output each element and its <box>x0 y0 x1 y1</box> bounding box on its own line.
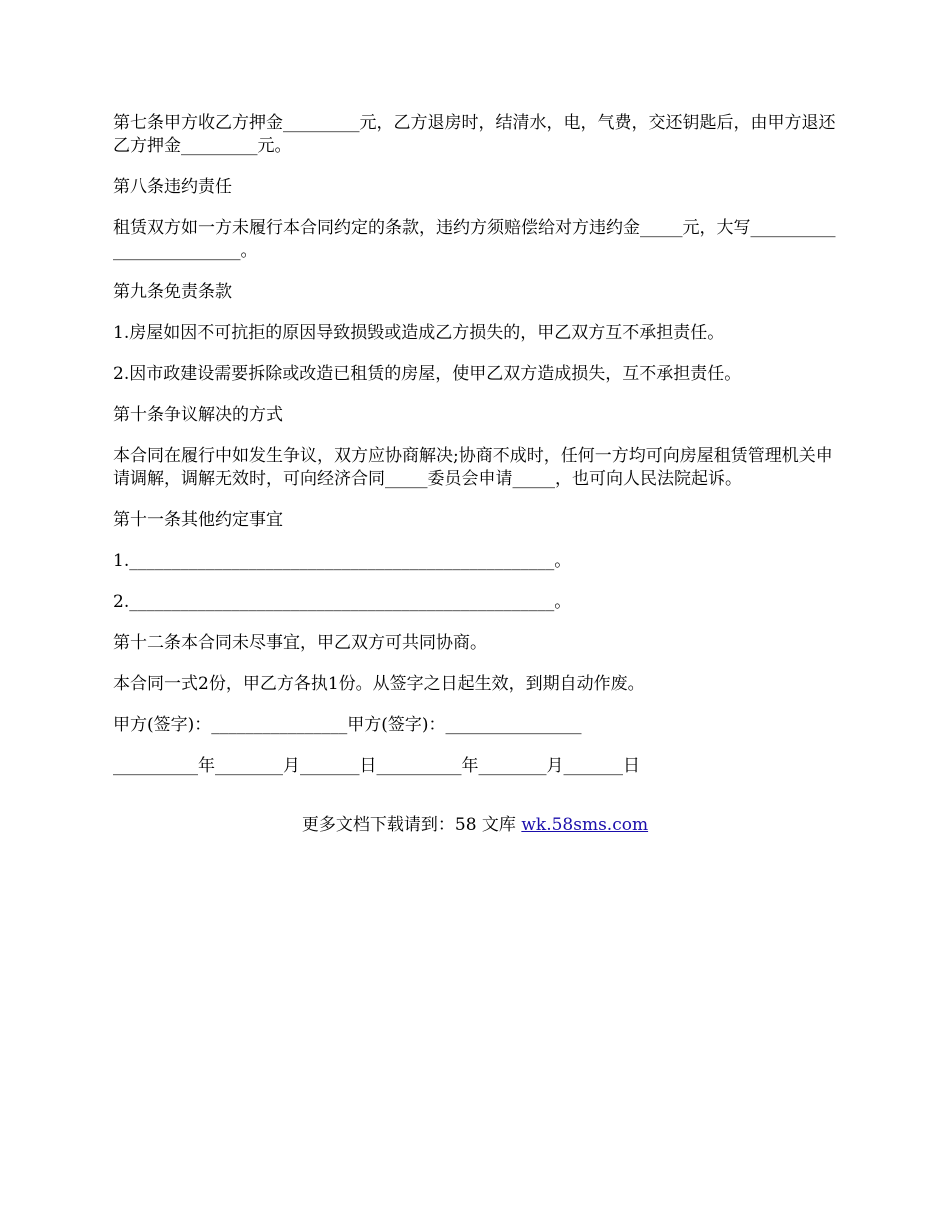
document-body <box>113 112 840 796</box>
article-10-heading: 第十条争议解决的方式 <box>113 405 283 425</box>
article-8-heading: 第八条违约责任 <box>113 177 232 197</box>
article-7-paragraph: 第七条甲方收乙方押金_________元，乙方退房时，结清水，电，气费，交还钥匙后，由甲方退还乙方押金_________元。 <box>113 113 836 156</box>
article-9-heading: 第九条免责条款 <box>113 282 232 302</box>
article-9-item-1: 1.房屋如因不可抗拒的原因导致损毁或造成乙方损失的，甲乙双方互不承担责任。 <box>113 323 725 343</box>
copies-clause: 本合同一式2份，甲乙方各执1份。从签字之日起生效，到期自动作废。 <box>113 674 645 694</box>
footer-prefix: 更多文档下载请到：58 文库 <box>301 815 522 835</box>
date-line: __________年________月_______日__________年________月_______日 <box>113 756 640 776</box>
article-11-item-1: 1.__________________________________________________。 <box>113 551 572 571</box>
signature-line: 甲方(签字)：________________甲方(签字)：________________ <box>113 715 582 735</box>
footer-link[interactable]: wk.58sms.com <box>521 815 649 835</box>
article-10-paragraph: 本合同在履行中如发生争议，双方应协商解决;协商不成时，任何一方均可向房屋租赁管理机关申请调解，调解无效时，可向经济合同_____委员会申请_____，也可向人民法院起诉。 <box>113 446 833 489</box>
article-9-item-2: 2.因市政建设需要拆除或改造已租赁的房屋，使甲乙双方造成损失，互不承担责任。 <box>113 364 742 384</box>
footer <box>0 814 950 837</box>
article-11-heading: 第十一条其他约定事宜 <box>113 510 283 530</box>
article-12-paragraph: 第十二条本合同未尽事宜，甲乙双方可共同协商。 <box>113 633 487 653</box>
article-11-item-2: 2.__________________________________________________。 <box>113 592 572 612</box>
article-8-paragraph: 租赁双方如一方未履行本合同约定的条款，违约方须赔偿给对方违约金_____元，大写_________________________。 <box>113 218 836 261</box>
